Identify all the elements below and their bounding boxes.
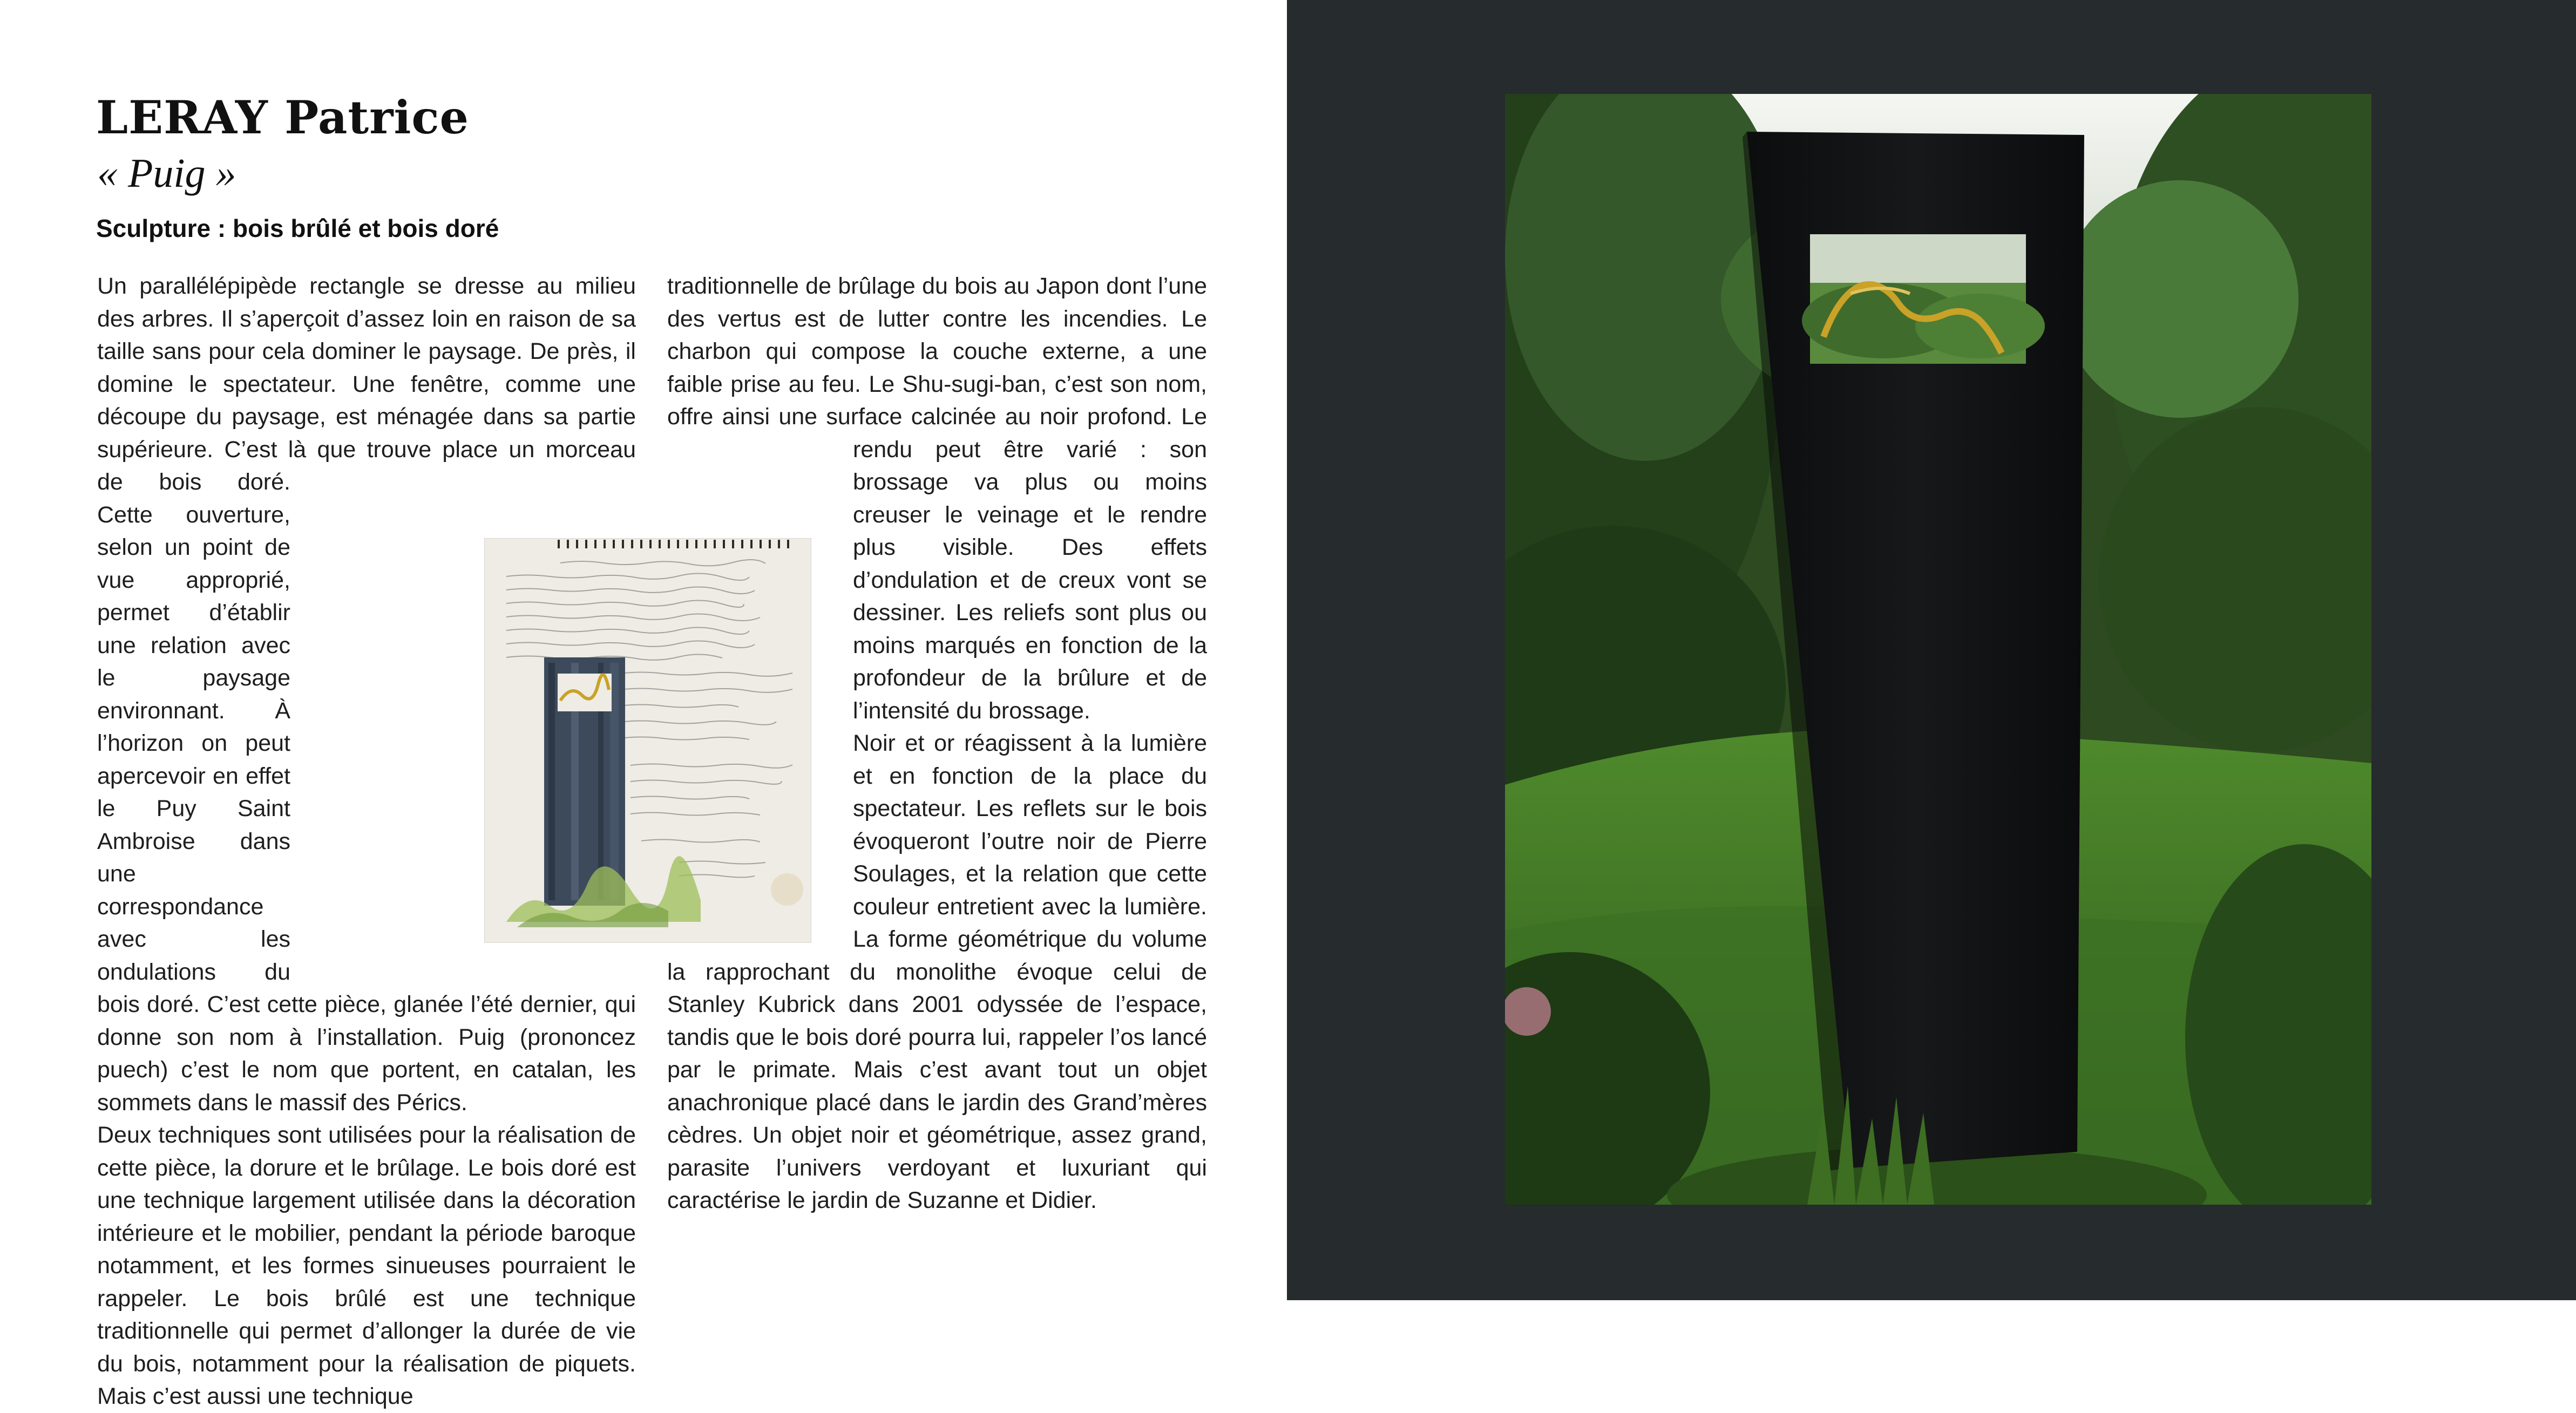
medium-line: Sculpture : bois brûlé et bois doré [96, 214, 499, 242]
column1-paragraph-2: Deux techniques sont utilisées pour la réalisation de cette pièce, la dorure et le brûlage. Le bois doré est une technique largement utilisée dans la décoration intérieure et le mobilier, pendant la période baroque notamment, et les formes sinueuses pourraient le rappeler. Le bois brûlé est une technique traditionnelle qui permet d’allonger la durée de vie du bois, notamment pour la réalisation de piquets. Mais c’est aussi une technique [97, 1122, 636, 1409]
column2-paragraph-2: Noir et or réagissent à la lumière et en fonction de la place du spectateur. Les reflets sur le bois évoqueront l’outre noir de Pierre Soulages, et la relation que cette couleur entretient avec la lumière. La forme géométrique du volume la rapprochant du monolithe évoque celui de Stanley Kubrick dans 2001 odyssée de l’espace, tandis que le bois doré pourra lui, rappeler l’os lancé par le primate. Mais c’est avant tout un objet anachronique placé dans le jardin des Grand’mères cèdres. Un objet noir et géométrique, assez grand, parasite l’univers verdoyant et luxuriant qui caractérise le jardin de Suzanne et Didier. [667, 730, 1207, 1213]
column1-paragraph-1: Un parallélépipède rectangle se dresse au milieu des arbres. Il s’aperçoit d’assez loin en raison de sa taille sans pour cela dominer le paysage. De près, il domine le spectateur. Une fenêtre, comme une découpe du paysage, est ménagée dans sa partie supérieure. C’est là que trouve place un morceau de bois doré. Cette ouverture, selon un point de vue approprié, permet d’établir une relation avec le paysage environnant. À l’horizon on peut apercevoir en effet le Puy Saint Ambroise dans une correspondance avec les ondulations du bois doré. C’est cette pièce, glanée l’été dernier, qui donne son nom à l’installation. Puig (prononcez puech) c’est le nom que portent, en catalan, les sommets dans le massif des Pérics. [97, 273, 636, 1116]
artist-name: LERAY Patrice [96, 91, 469, 144]
column2-paragraph-1: traditionnelle de brûlage du bois au Japon dont l’une des vertus est de lutter contre les incendies. Le charbon qui compose la couche externe, a une faible prise au feu. Le Shu-sugi-ban, c’est son nom, offre ainsi une surface calcinée au noir profond. Le rendu peut être varié : son brossage va plus ou moins creuser le veinage et le rendre plus visible. Des effets d’ondulation et de creux vont se dessiner. Les reliefs sont plus ou moins marqués en fonction de la profondeur de la brûlure et de l’intensité du brossage. [667, 273, 1207, 724]
sketch-illustration [485, 539, 811, 942]
sculpture-photo [1505, 94, 2371, 1205]
garden-scene [1505, 94, 2371, 1205]
work-title: « Puig » [97, 151, 236, 196]
sketch-drawing [485, 539, 811, 942]
left-page [0, 0, 1287, 1409]
